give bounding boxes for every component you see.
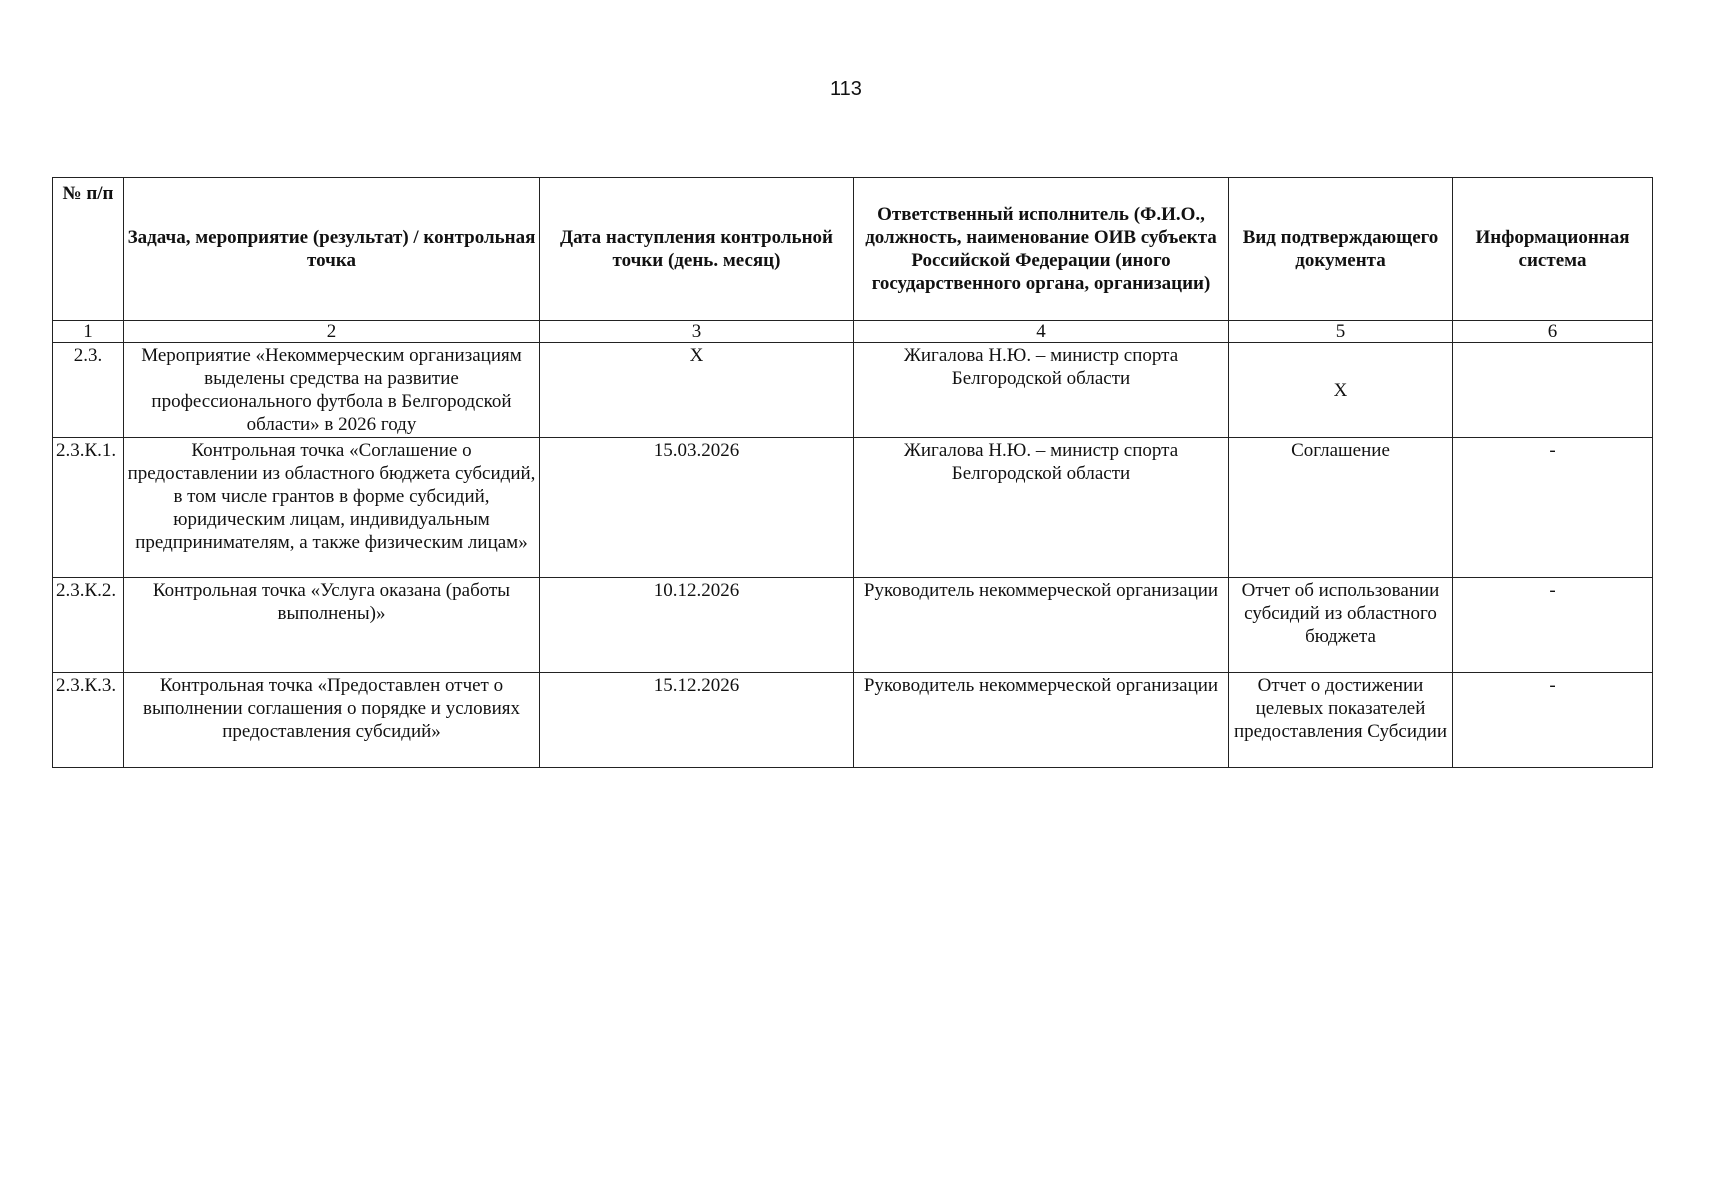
table-row — [53, 343, 1653, 438]
row-document: Отчет об использовании субсидий из областного бюджета — [1229, 578, 1453, 673]
column-index: 2 — [124, 321, 540, 343]
row-task: Контрольная точка «Предоставлен отчет о выполнении соглашения о порядке и условиях предоставления субсидий» — [124, 673, 540, 768]
row-executor: Руководитель некоммерческой организации — [854, 578, 1229, 673]
row-system: - — [1453, 578, 1653, 673]
row-document: X — [1229, 343, 1453, 438]
column-index: 6 — [1453, 321, 1653, 343]
row-executor: Жигалова Н.Ю. – министр спорта Белгородской области — [854, 438, 1229, 578]
row-system — [1453, 343, 1653, 438]
column-index: 1 — [53, 321, 124, 343]
header-date: Дата наступления контрольной точки (день. месяц) — [540, 178, 854, 321]
row-date: 10.12.2026 — [540, 578, 854, 673]
column-index: 4 — [854, 321, 1229, 343]
header-executor: Ответственный исполнитель (Ф.И.О., должность, наименование ОИВ субъекта Российской Федерации (иного государственного органа, организации) — [854, 178, 1229, 321]
row-executor: Жигалова Н.Ю. – министр спорта Белгородской области — [854, 343, 1229, 438]
row-system: - — [1453, 673, 1653, 768]
row-number: 2.3. — [53, 343, 124, 438]
column-index: 3 — [540, 321, 854, 343]
row-number: 2.3.К.1. — [53, 438, 124, 578]
row-task: Мероприятие «Некоммерческим организациям выделены средства на развитие профессионального футбола в Белгородской области» в 2026 году — [124, 343, 540, 438]
row-task: Контрольная точка «Услуга оказана (работы выполнены)» — [124, 578, 540, 673]
row-number: 2.3.К.3. — [53, 673, 124, 768]
control-points-table — [52, 177, 1653, 768]
row-date: 15.03.2026 — [540, 438, 854, 578]
row-date: 15.12.2026 — [540, 673, 854, 768]
column-index: 5 — [1229, 321, 1453, 343]
header-task: Задача, мероприятие (результат) / контрольная точка — [124, 178, 540, 321]
row-executor: Руководитель некоммерческой организации — [854, 673, 1229, 768]
row-system: - — [1453, 438, 1653, 578]
table-row — [53, 673, 1653, 768]
row-number: 2.3.К.2. — [53, 578, 124, 673]
header-system: Информационная система — [1453, 178, 1653, 321]
row-document: Отчет о достижении целевых показателей предоставления Субсидии — [1229, 673, 1453, 768]
header-document: Вид подтверждающего документа — [1229, 178, 1453, 321]
table-row — [53, 438, 1653, 578]
header-row — [53, 178, 1653, 321]
column-index-row — [53, 321, 1653, 343]
row-date: X — [540, 343, 854, 438]
table-row — [53, 578, 1653, 673]
page-number: 113 — [830, 78, 862, 100]
row-document: Соглашение — [1229, 438, 1453, 578]
row-task: Контрольная точка «Соглашение о предоставлении из областного бюджета субсидий, в том числе грантов в форме субсидий, юридическим лицам, индивидуальным предпринимателям, а также физическим лицам» — [124, 438, 540, 578]
header-number: № п/п — [53, 178, 124, 321]
